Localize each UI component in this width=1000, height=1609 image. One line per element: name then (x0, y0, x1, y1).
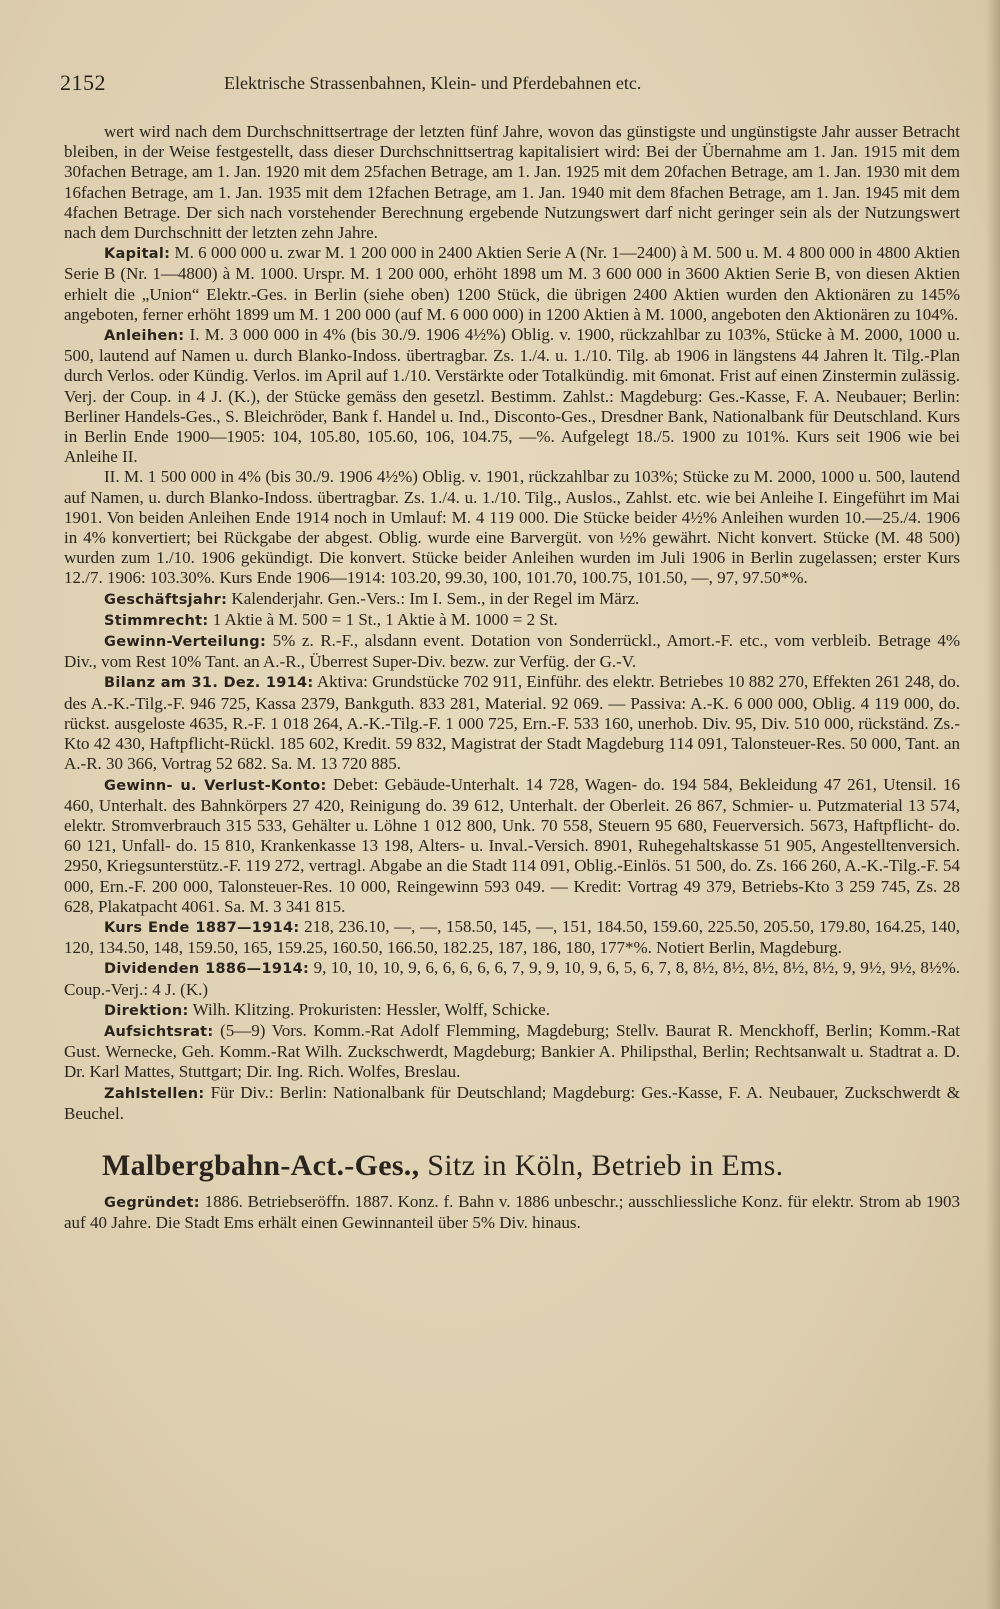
paragraph-text: 1 Aktie à M. 500 = 1 St., 1 Aktie à M. 1000 = 2 St. (212, 609, 558, 629)
paragraph-stimmrecht (64, 610, 960, 631)
paragraph-label: Kurs Ende 1887—1914: (104, 919, 300, 936)
paragraph-label: Anleihen: (104, 328, 185, 345)
paragraph-text: Kalenderjahr. Gen.-Vers.: Im I. Sem., in der Regel im März. (231, 588, 640, 608)
paragraph-anleihen (64, 325, 960, 467)
paragraph-label: Gewinn-Verteilung: (104, 634, 267, 651)
paragraph-direktion (64, 1000, 960, 1021)
paragraph-label: Dividenden 1886—1914: (104, 961, 310, 978)
paragraph-text: 218, 236.10, —, —, 158.50, 145, —, 151, 184.50, 159.60, 225.50, 205.50, 179.80, 164.25, 140, 120, 134.50, 148, 159.50, 165, 159.25, 160.50, 166.50, 182.25, 187, 186, 180, 177*%. Notiert Berlin, Magdeburg. (64, 916, 961, 958)
paragraph-anleihe-ii (64, 467, 960, 588)
paragraph-gewinn-verteilung (64, 631, 960, 672)
paragraph-text: 5% z. R.-F., alsdann event. Dotation von Sonderrückl., Amort.-F. etc., vom verbleib. Betrage 4% Div., vom Rest 10% Tant. an A.-R., Überrest Super-Div. bezw. zur Verfüg. der G.-V. (64, 631, 961, 672)
paragraph-aufsichtsrat (64, 1021, 960, 1083)
paragraph-label: Direktion: (104, 1002, 189, 1019)
paragraph-label: Aufsichtsrat: (104, 1023, 214, 1040)
paragraph-label: Kapital: (104, 246, 171, 263)
paragraph-text: Aktiva: Grundstücke 702 911, Einführ. des elektr. Betriebes 10 882 270, Effekten 261 248, do. des A.-K.-Tilg.-F. 946 725, Kassa 2379, Bankguth. 833 281, Material. 92 069. — Passiva: A.-K. 6 000 000, Oblig. 4 119 000, do. rückst. ausgeloste 4635, R.-F. 1 018 264, A.-K.-Tilg.-F. 1 000 725, Ern.-F. 533 160, unerhob. Div. 95, Div. 510 000, rückständ. Zs.-Kto 42 430, Haftpflicht-Rückl. 185 602, Kredit. 59 832, Magistrat der Stadt Magdeburg 114 091, Talonsteuer-Res. 50 000, Tant. an A.-R. 30 366, Vortrag 52 682. Sa. M. 13 720 885. (64, 672, 960, 774)
paragraph-geschaeftsjahr (64, 589, 960, 610)
paragraph-text: M. 6 000 000 u. zwar M. 1 200 000 in 2400 Aktien Serie A (Nr. 1—2400) à M. 500 u. M. 4 800 000 in 4800 Aktien Serie B (Nr. 1—4800) à M. 1000. Urspr. M. 1 200 000, erhöht 1898 um M. 3 600 000 in 3600 Aktien Serie B, von diesen Aktien erhielt die „Union“ Elektr.-Ges. in Berlin (siehe oben) 1200 Stück, die übrigen 2400 Aktien wurden den Aktionären zu 145% angeboten, ferner erhöht 1899 um M. 1 200 000 (auf M. 6 000 000) in 1200 Aktien à M. 1000, angeboten den Aktionären zu 104%. (64, 243, 960, 324)
paragraph-text: I. M. 3 000 000 in 4% (bis 30./9. 1906 4½%) Oblig. v. 1900, rückzahlbar zu 103%, Stücke à M. 2000, 1000 u. 500, lautend auf Namen u. durch Blanko-Indoss. übertragbar. Zs. 1./4. u. 1./10. Tilg. ab 1906 in längstens 44 Jahren lt. Tilg.-Plan durch Verlos. oder Kündig. Verlos. im April auf 1./10. Verstärkte oder Totalkündig. mit 6monat. Frist auf einen Zinstermin zulässig. Verj. der Coup. in 4 J. (K.), der Stücke gemäss den gesetzl. Bestimm. Zahlst.: Magdeburg: Ges.-Kasse, F. A. Neubauer; Berlin: Berliner Handels-Ges., S. Bleichröder, Bank f. Handel u. Ind., Disconto-Ges., Dresdner Bank, Nationalbank für Deutschland. Kurs in Berlin Ende 1900—1905: 104, 105.80, 105.60, 106, 104.75, —%. Aufgelegt 18./5. 1900 zu 101%. Kurs seit 1906 wie bei Anleihe II. (64, 325, 960, 467)
paragraph-text: II. M. 1 500 000 in 4% (bis 30./9. 1906 4½%) Oblig. v. 1901, rückzahlbar zu 103%; Stücke zu M. 2000, 1000 u. 500, lautend auf Namen, u. durch Blanko-Indoss. übertragbar. Zs. 1./4. u. 1./10. Tilg., Auslos., Zahlst. etc. wie bei Anleihe I. Eingeführt im Mai 1901. Von beiden Anleihen Ende 1914 noch in Umlauf: M. 4 119 000. Die Stücke beider 4½% Anleihen wurden 10.—25./4. 1906 in 4% konvertiert; bei Rückgabe der abgest. Oblig. wurde eine Barvergüt. von ½% gewährt. Nicht konvert. Stücke (M. 48 500) wurden zum 1./10. 1906 gekündigt. Die konvert. Stücke beider Anleihen wurden im Juli 1906 in Berlin zugelassen; erster Kurs 12./7. 1906: 103.30%. Kurs Ende 1906—1914: 103.20, 99.30, 100, 101.70, 100.75, 101.50, —, 97, 97.50*%. (64, 467, 960, 588)
paragraph-label: Stimmrecht: (104, 612, 209, 629)
paragraph-text: 9, 10, 10, 10, 9, 6, 6, 6, 6, 6, 7, 9, 9, 10, 9, 6, 5, 6, 7, 8, 8½, 8½, 8½, 8½, 8½, 9, 9½, 9½, 8½%. Coup.-Verj.: 4 J. (K.) (64, 958, 960, 999)
paragraph-kurs (64, 917, 960, 958)
paragraph-label: Gewinn- u. Verlust-Konto: (104, 777, 327, 794)
document-body (64, 122, 960, 1233)
paragraph-text: Debet: Gebäude-Unterhalt. 14 728, Wagen- do. 194 584, Bekleidung 47 261, Utensil. 16 460, Unterhalt. des Bahnkörpers 27 420, Reinigung do. 39 612, Unterhalt. der Oberleit. 26 867, Schmier- u. Putzmaterial 13 574, elektr. Stromverbrauch 315 533, Gehälter u. Löhne 1 012 800, Unk. 70 558, Steuern 95 680, Feuerversich. 5673, Haftpflicht- do. 60 121, Unfall- do. 15 810, Krankenkasse 13 198, Alters- u. Inval.-Versich. 8901, Ruhegehaltskasse 51 905, Angestelltenversich. 2950, Kriegsunterstütz.-F. 119 272, vertragl. Abgabe an die Stadt 114 091, Oblig.-Einlös. 51 500, do. Zs. 166 260, A.-K.-Tilg.-F. 54 000, Ern.-F. 200 000, Talonsteuer-Res. 10 000, Reingewinn 593 049. — Kredit: Vortrag 49 379, Betriebs-Kto 3 259 745, Zs. 28 628, Plakatpacht 4061. Sa. M. 3 341 815. (64, 774, 961, 916)
paragraph-bilanz (64, 672, 960, 774)
paragraph-label: Gegründet: (104, 1194, 200, 1211)
paragraph-zahlstellen (64, 1083, 960, 1124)
paragraph-text: 1886. Betriebseröffn. 1887. Konz. f. Bahn v. 1886 unbeschr.; ausschliessliche Konz. für elektr. Strom ab 1903 auf 40 Jahre. Die Stadt Ems erhält einen Gewinnanteil über 5% Div. hinaus. (64, 1191, 960, 1233)
paragraph-label: Bilanz am 31. Dez. 1914: (104, 675, 314, 692)
paragraph-label: Geschäftsjahr: (104, 591, 228, 608)
paragraph-kapital (64, 243, 960, 325)
page-edge-shadow (986, 0, 1000, 1609)
paragraph-gewinn-verlust (64, 775, 960, 917)
paragraph-nutzungswert (64, 122, 960, 243)
paragraph-text: Wilh. Klitzing. Prokuristen: Hessler, Wolff, Schicke. (192, 999, 550, 1019)
company-name: Malbergbahn-Act.-Ges., (102, 1148, 420, 1182)
paragraph-text: Für Div.: Berlin: Nationalbank für Deutschland; Magdeburg: Ges.-Kasse, F. A. Neubauer, Zuckschwerdt & Beuchel. (64, 1082, 960, 1123)
paragraph-text: (5—9) Vors. Komm.-Rat Adolf Flemming, Magdeburg; Stellv. Baurat R. Menckhoff, Berlin; Komm.-Rat Gust. Wernecke, Geh. Komm.-Rat Wilh. Zuckschwerdt, Magdeburg; Bankier A. Philipsthal, Berlin; Rechtsanwalt u. Stadtrat a. D. Dr. Karl Mattes, Stuttgart; Dir. Ing. Rich. Wolfes, Breslau. (64, 1020, 961, 1082)
paragraph-dividenden (64, 958, 960, 999)
page-number: 2152 (60, 70, 106, 95)
paragraph-label: Zahlstellen: (104, 1085, 205, 1102)
company-heading (102, 1149, 960, 1183)
paragraph-gegruendet (64, 1192, 960, 1233)
page-header (60, 70, 800, 100)
running-head: Elektrische Strassenbahnen, Klein- und Pferdebahnen etc. (224, 73, 642, 93)
paragraph-text: wert wird nach dem Durchschnittsertrage der letzten fünf Jahre, wovon das günstigste und ungünstigste Jahr ausser Betracht bleiben, in der Weise festgestellt, dass dieser Durchschnittsertrag kapitalisiert wird: Bei der Übernahme am 1. Jan. 1915 mit dem 30fachen Betrage, am 1. Jan. 1920 mit dem 25fachen Betrage, am 1. Jan. 1925 mit dem 20fachen Betrage, am 1. Jan. 1930 mit dem 16fachen Betrage, am 1. Jan. 1935 mit dem 12fachen Betrage, am 1. Jan. 1940 mit dem 8fachen Betrage, am 1. Jan. 1945 mit dem 4fachen Betrage. Der sich nach vorstehender Berechnung ergebende Nutzungswert darf nicht geringer sein als der Nutzungswert nach dem Durchschnitt der letzten zehn Jahre. (64, 122, 960, 243)
company-seat: Sitz in Köln, Betrieb in Ems. (427, 1148, 784, 1182)
